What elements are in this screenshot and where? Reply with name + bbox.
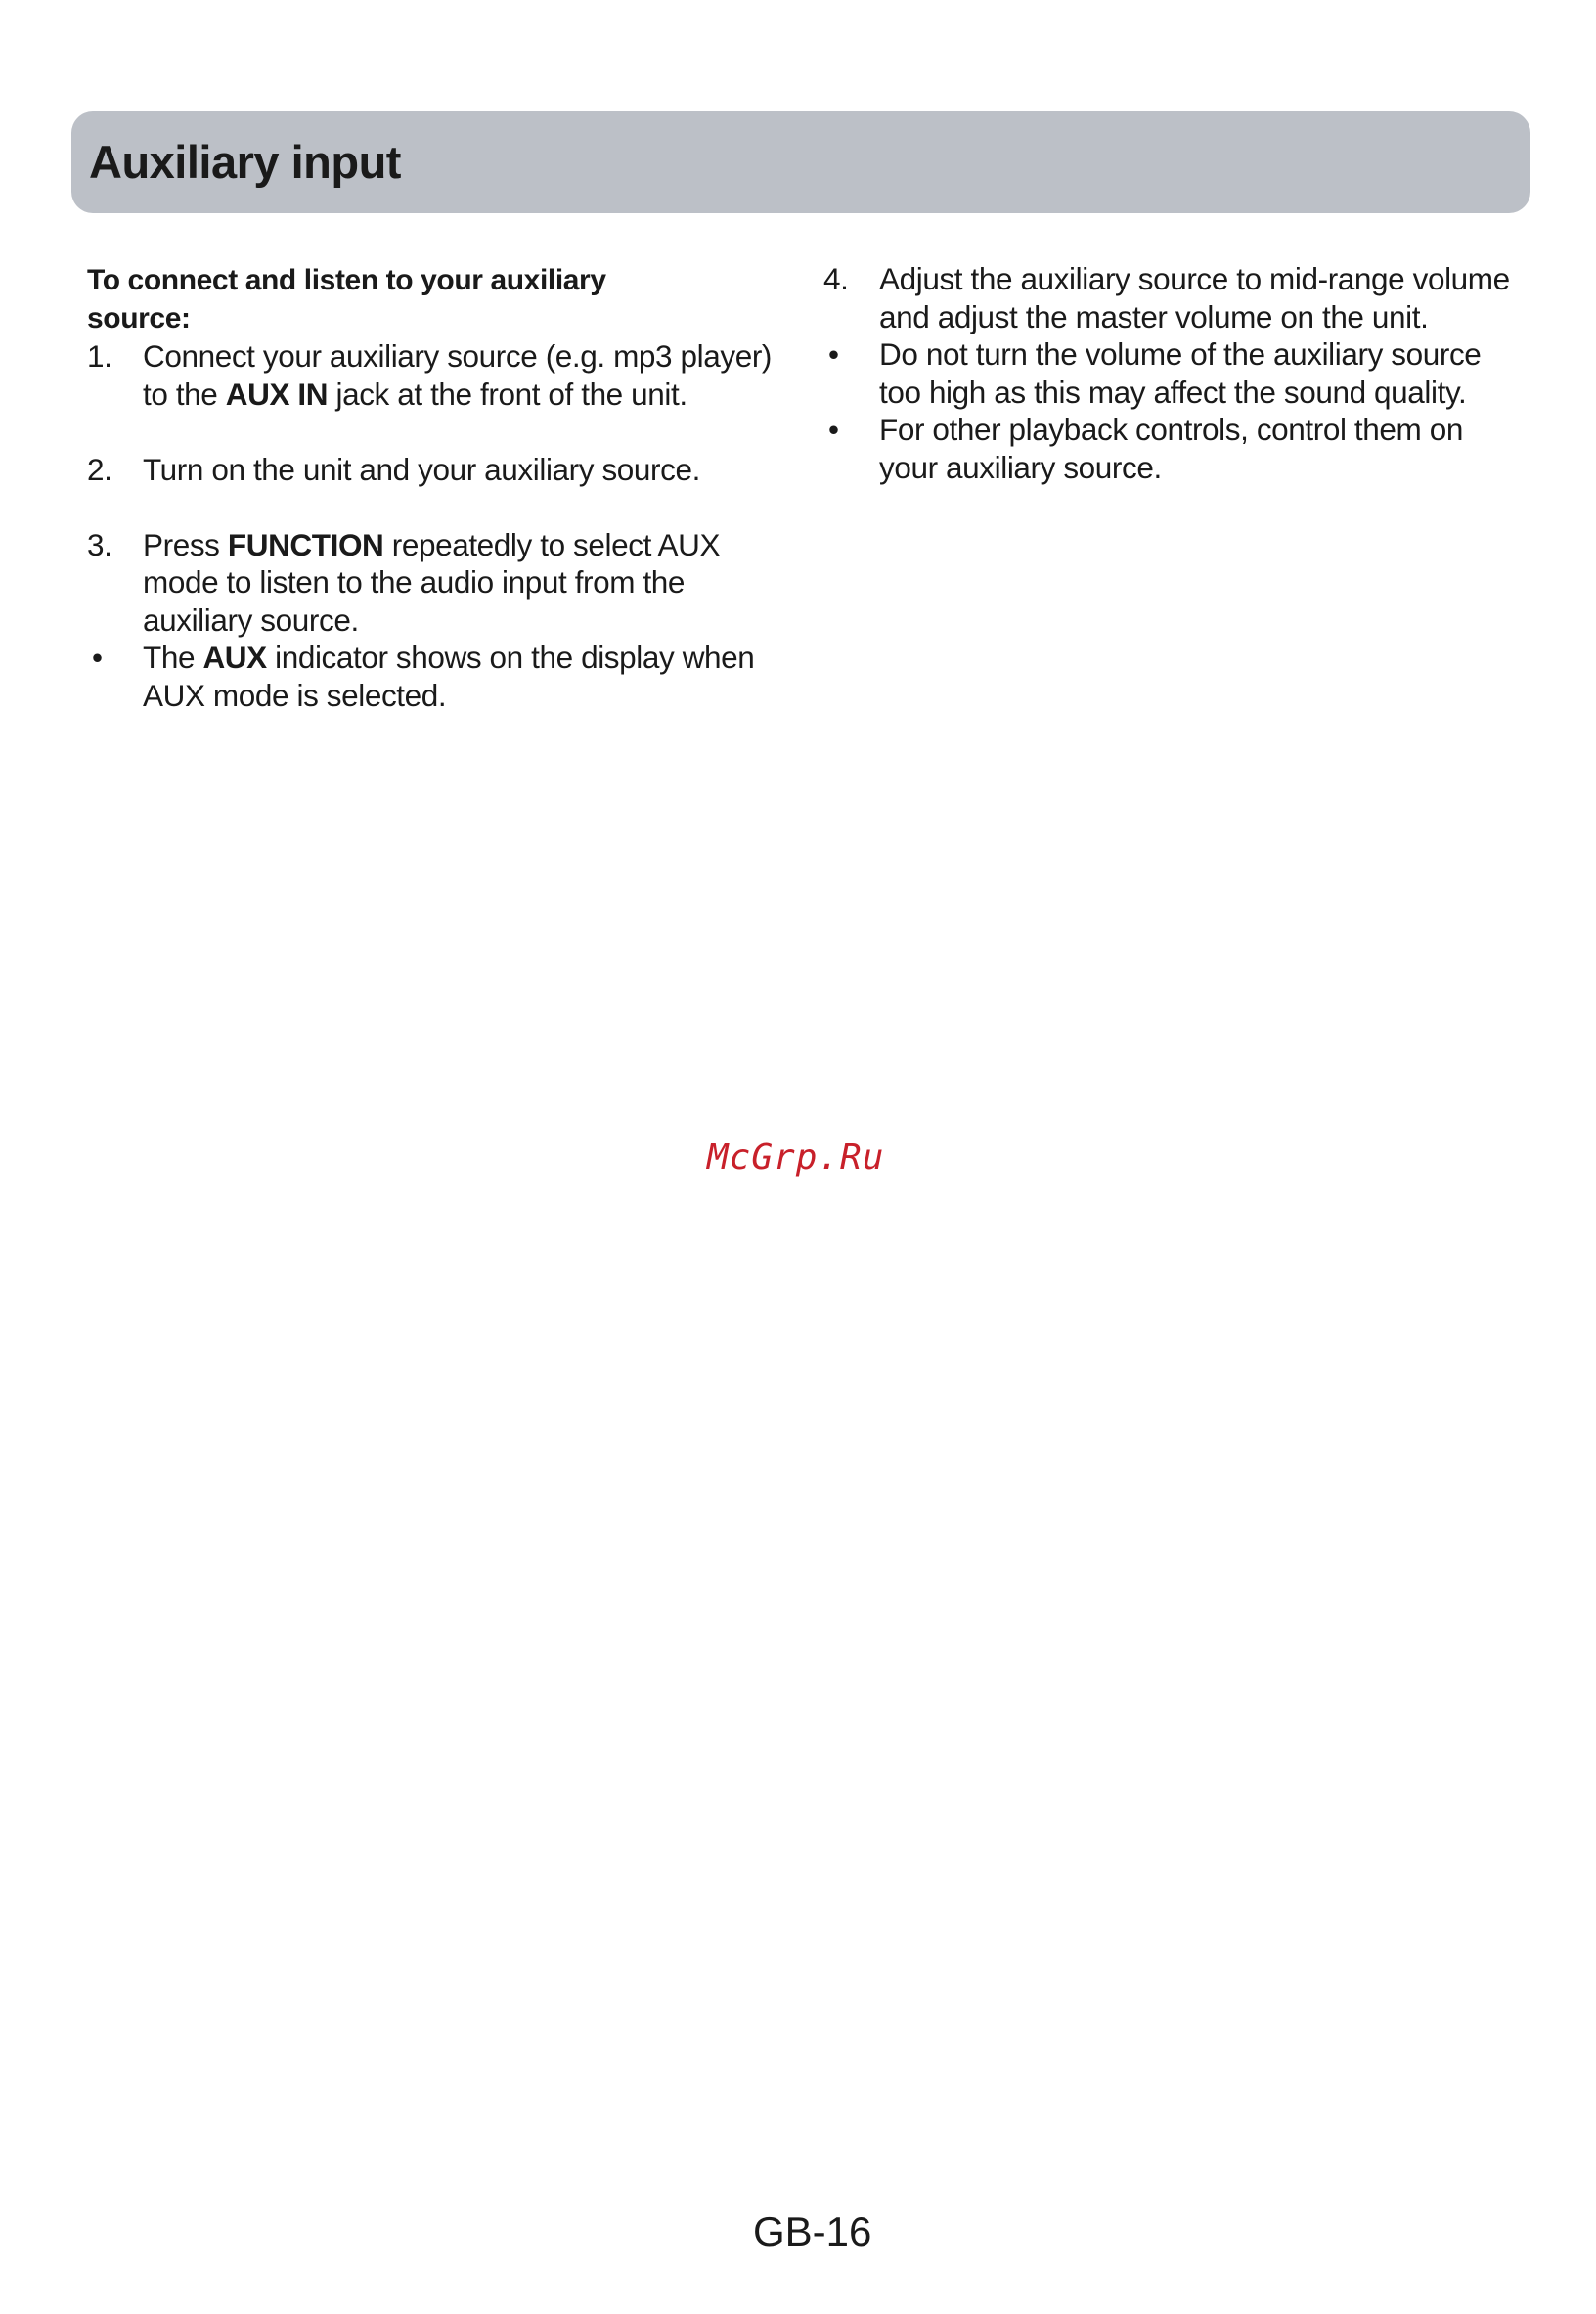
- step-3-text: Press FUNCTION repeatedly to select AUX mode to listen to the audio input from the auxiliary source.: [143, 526, 721, 638]
- bullet-aux-indicator-text: The AUX indicator shows on the display when AUX mode is selected.: [143, 640, 755, 713]
- function-label: FUNCTION: [227, 526, 384, 562]
- step-1-number: 1.: [87, 338, 112, 374]
- section-title: Auxiliary input: [89, 136, 401, 188]
- bullet-aux-indicator: [87, 639, 772, 714]
- section-header: [71, 111, 1530, 213]
- aux-in-label: AUX IN: [225, 376, 329, 412]
- step-4: [823, 260, 1528, 335]
- step-3-number: 3.: [87, 526, 112, 562]
- step-2-text: Turn on the unit and your auxiliary source.: [143, 451, 700, 487]
- watermark: McGrp.Ru: [707, 1137, 885, 1178]
- step-3: [87, 526, 772, 640]
- step-4-text: Adjust the auxiliary source to mid-range volume and adjust the master volume on the unit.: [879, 261, 1510, 334]
- right-column: [823, 260, 1528, 486]
- bullet-volume-warning-text: Do not turn the volume of the auxiliary source too high as this may affect the sound quality.: [879, 336, 1482, 410]
- step-2-number: 2.: [87, 451, 112, 487]
- aux-label: AUX: [202, 640, 267, 675]
- bullet-icon: •: [92, 640, 103, 675]
- bullet-playback-controls-text: For other playback controls, control them on your auxiliary source.: [879, 412, 1463, 485]
- bullet-icon: •: [828, 412, 839, 447]
- bullet-icon: •: [828, 336, 839, 372]
- bullet-playback-controls: [823, 411, 1528, 486]
- bullet-volume-warning: [823, 335, 1528, 411]
- step-4-number: 4.: [823, 261, 849, 296]
- page-number: GB-16: [753, 2208, 872, 2254]
- step-1: [87, 337, 772, 413]
- step-2: [87, 451, 772, 489]
- left-column: [87, 262, 772, 714]
- step-1-text: Connect your auxiliary source (e.g. mp3 player) to the AUX IN jack at the front of the unit.: [143, 338, 772, 412]
- instructions-subheading: To connect and listen to your auxiliary source:: [87, 264, 606, 334]
